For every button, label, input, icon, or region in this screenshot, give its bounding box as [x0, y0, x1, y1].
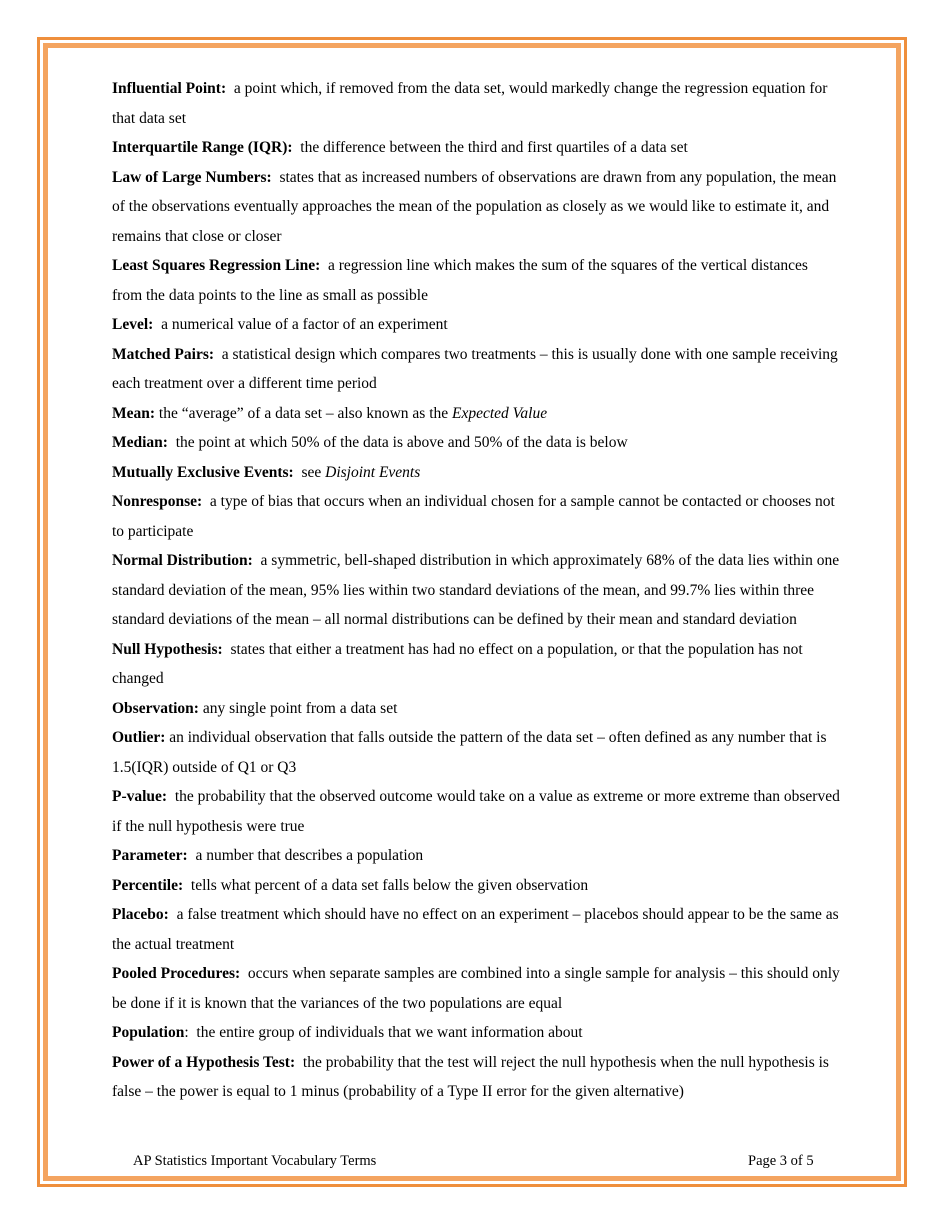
vocab-emphasis: Expected Value [452, 404, 548, 422]
vocab-entry [112, 251, 840, 310]
vocab-definition: a symmetric, bell-shaped distribution in which approximately 68% of the data lies within one standard deviation of the mean, 95% lies within two standard deviations of the mean, and 99.7% lies within three standard deviations of the mean – all normal distributions can be defined by their mean and standard deviation [112, 552, 840, 628]
vocab-entry [112, 340, 840, 399]
vocab-entry [112, 900, 840, 959]
vocab-definition: the difference between the third and first quartiles of a data set [300, 139, 688, 156]
vocab-definition: states that as increased numbers of observations are drawn from any population, the mean of the observations eventually approaches the mean of the population as closely as we would like to estimate it, and remains that close or closer [112, 168, 837, 245]
vocab-definition: a type of bias that occurs when an individual chosen for a sample cannot be contacted or chooses not to participate [112, 493, 835, 540]
vocab-term: Mean: [112, 404, 156, 422]
vocab-definition: the “average” of a data set – also known as the [158, 404, 453, 422]
vocab-term: Median: [112, 434, 168, 451]
vocab-entry [112, 635, 840, 694]
vocab-definition: the point at which 50% of the data is above and 50% of the data is below [175, 434, 628, 451]
vocab-term: Power of a Hypothesis Test: [112, 1053, 296, 1071]
term-separator [169, 906, 177, 923]
vocab-term: Parameter: [112, 847, 188, 864]
vocab-definition: see [301, 463, 326, 481]
term-separator [183, 877, 191, 894]
vocab-definition: states that either a treatment has had no effect on a population, or that the population has not changed [112, 640, 803, 687]
vocab-definition: the entire group of individuals that we want information about [196, 1024, 583, 1041]
vocab-term: Placebo: [112, 906, 169, 923]
term-separator: : [184, 1024, 197, 1041]
vocab-entry [112, 133, 840, 163]
vocab-term: Pooled Procedures: [112, 965, 241, 982]
vocab-term: Observation: [112, 699, 199, 717]
vocab-entry [112, 310, 840, 340]
vocab-term: Law of Large Numbers: [112, 168, 272, 186]
vocab-definition: any single point from a data set [202, 699, 398, 717]
vocab-term: Level: [112, 316, 154, 333]
vocab-entry [112, 163, 840, 252]
vocab-term: Least Squares Regression Line: [112, 257, 321, 274]
vocab-definition: a regression line which makes the sum of the squares of the vertical distances from the data points to the line as small as possible [112, 257, 808, 304]
vocabulary-list [112, 74, 840, 1107]
vocab-entry [112, 694, 840, 724]
vocab-definition: a statistical design which compares two treatments – this is usually done with one sample receiving each treatment over a different time period [112, 345, 838, 392]
term-separator [214, 346, 222, 363]
vocab-entry [112, 841, 840, 871]
vocab-term: Normal Distribution: [112, 552, 253, 569]
vocab-emphasis: Disjoint Events [325, 463, 421, 481]
vocab-term: Population [112, 1024, 185, 1041]
term-separator [320, 257, 328, 274]
vocab-definition: a false treatment which should have no effect on an experiment – placebos should appear to be the same as the actual treatment [112, 906, 839, 953]
vocab-term: P-value: [112, 788, 168, 805]
vocab-definition: tells what percent of a data set falls below the given observation [190, 876, 589, 894]
vocab-definition: the probability that the test will reject the null hypothesis when the null hypothesis is false – the power is equal to 1 minus (probability of a Type II error for the given alternative) [112, 1053, 829, 1100]
vocab-definition: a point which, if removed from the data set, would markedly change the regression equation for that data set [112, 80, 828, 127]
vocab-entry [112, 1018, 840, 1048]
vocab-entry [112, 959, 840, 1018]
term-separator [295, 1054, 303, 1071]
term-separator [226, 80, 234, 97]
vocab-entry [112, 1048, 840, 1107]
vocab-definition: an individual observation that falls outside the pattern of the data set – often defined as any number that is 1.5(IQR) outside of Q1 or Q3 [112, 729, 827, 776]
footer-page-number: Page 3 of 5 [748, 1153, 814, 1169]
vocab-definition: a number that describes a population [195, 847, 424, 864]
vocab-entry [112, 399, 840, 429]
term-separator [240, 965, 248, 982]
term-separator [168, 434, 176, 451]
footer-document-title: AP Statistics Important Vocabulary Terms [133, 1153, 377, 1169]
vocab-term: Interquartile Range (IQR): [112, 139, 293, 156]
term-separator [253, 552, 261, 569]
vocab-term: Null Hypothesis: [112, 640, 223, 658]
vocab-entry [112, 487, 840, 546]
vocab-entry [112, 723, 840, 782]
vocab-term: Mutually Exclusive Events: [112, 463, 294, 481]
vocab-entry [112, 871, 840, 901]
vocab-definition: a numerical value of a factor of an experiment [161, 316, 448, 333]
vocab-definition: the probability that the observed outcome would take on a value as extreme or more extreme than observed if the null hypothesis were true [112, 788, 840, 835]
vocab-term: Outlier: [112, 729, 166, 746]
vocab-entry [112, 546, 840, 635]
term-separator [167, 788, 175, 805]
vocab-definition: occurs when separate samples are combined into a single sample for analysis – this should only be done if it is known that the variances of the two populations are equal [112, 965, 840, 1012]
term-separator [202, 493, 210, 510]
term-separator [153, 316, 161, 333]
vocab-term: Nonresponse: [112, 493, 203, 510]
vocab-entry [112, 782, 840, 841]
vocab-term: Percentile: [112, 876, 184, 894]
vocab-term: Matched Pairs: [112, 345, 215, 363]
vocab-entry [112, 74, 840, 133]
vocab-entry [112, 458, 840, 488]
vocab-term: Influential Point: [112, 80, 227, 97]
vocab-entry [112, 428, 840, 458]
